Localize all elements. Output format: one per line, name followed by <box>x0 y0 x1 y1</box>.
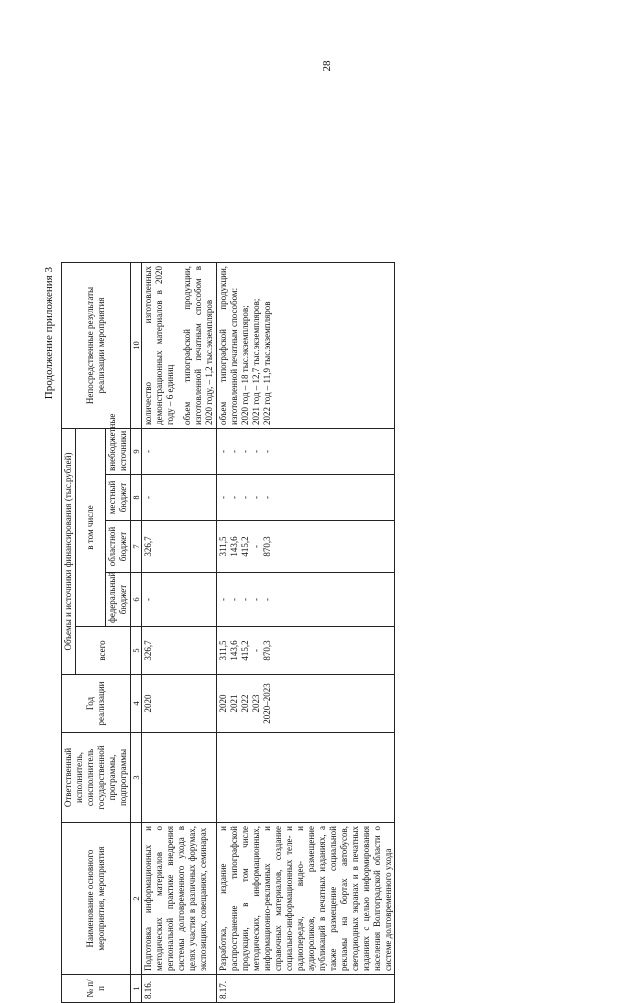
col-index: 2 <box>130 823 141 975</box>
year-value: 2021 <box>228 694 239 713</box>
federal-value: - <box>261 598 272 601</box>
total-value: - <box>250 649 261 652</box>
row-name: Разработка, издание и распространение типографской продукции, в том числе методических, информационных, информационно-рекламных и справочных материалов, создание социально-информационных теле- и радиопередач, видео- и аудиороликов, размещение публикаций в печатных изданиях, а также размещение социальной рекламы на бортах автобусов, светодиодных экранах и в печатных изданиях с целью информирования населения Волгоградской области о системе долговременного ухода <box>216 823 395 975</box>
row-federal <box>142 573 217 627</box>
offbudget-value: - <box>261 450 272 453</box>
row-executor <box>142 733 217 823</box>
total-value: 143,6 <box>228 640 239 661</box>
local-value: - <box>250 496 261 499</box>
result-text: объем типографской продукции, изготовленной печатным способом: <box>217 265 239 425</box>
year-value: 2020–2023 <box>261 683 272 724</box>
header-federal: федеральный бюджет <box>105 573 130 627</box>
federal-value: - <box>239 598 250 601</box>
header-name: Наименование основного мероприятия, мероприятия <box>62 823 131 975</box>
row-federal <box>216 573 395 627</box>
header-row-1 <box>62 262 76 1002</box>
federal-value: - <box>228 598 239 601</box>
col-index: 9 <box>130 428 141 474</box>
col-index: 7 <box>130 521 141 573</box>
row-total <box>142 627 217 675</box>
row-offbudget <box>142 428 217 474</box>
col-index: 10 <box>130 262 141 428</box>
offbudget-value: - <box>217 450 228 453</box>
header-offbudget: внебюджетные источники <box>105 428 130 474</box>
local-value: - <box>239 496 250 499</box>
offbudget-value: - <box>239 450 250 453</box>
regional-value: 143,6 <box>228 536 239 557</box>
regional-value: 870,3 <box>261 536 272 557</box>
col-index: 1 <box>130 975 141 1003</box>
result-text: объем типографской продукции, изготовленной печатным способом в 2020 году, – 1,2 тыс.экземпляров <box>182 265 215 425</box>
header-executor: Ответственный исполнитель, соисполнитель государственной программы, подпрограммы <box>62 733 131 823</box>
document-page <box>43 263 573 1003</box>
year-value: 2023 <box>250 694 261 713</box>
total-value: 326,7 <box>143 640 154 661</box>
row-name: Подготовка информационных и методических материалов о региональной практике внедрения системы долговременного ухода в целях участия в различных форумах, экспозициях, совещаниях, семинарах <box>142 823 217 975</box>
row-local <box>216 475 395 521</box>
row-total <box>216 627 395 675</box>
header-including: в том числе <box>75 428 105 626</box>
year-value: 2020 <box>217 694 228 713</box>
total-value: 311,5 <box>217 640 228 661</box>
row-year <box>216 675 395 733</box>
total-value: 870,3 <box>261 640 272 661</box>
year-value: 2022 <box>239 694 250 713</box>
column-index-row <box>130 262 141 1002</box>
result-text: 2021 год – 12,7 тыс.экземпляров; <box>250 298 261 425</box>
row-results <box>142 262 217 428</box>
federal-value: - <box>250 598 261 601</box>
header-num: № п/п <box>62 975 131 1003</box>
appendix-label: Продолжение приложения 3 <box>43 267 55 400</box>
local-value: - <box>261 496 272 499</box>
col-index: 8 <box>130 475 141 521</box>
regional-value: 415,2 <box>239 536 250 557</box>
row-num: 8.16. <box>142 975 217 1003</box>
header-year: Год реализации <box>62 675 131 733</box>
row-regional <box>142 521 217 573</box>
offbudget-value: - <box>228 450 239 453</box>
col-index: 5 <box>130 627 141 675</box>
regional-value: - <box>250 545 261 548</box>
table-row <box>142 262 217 1002</box>
offbudget-value: - <box>143 450 154 453</box>
local-value: - <box>217 496 228 499</box>
federal-value: - <box>217 598 228 601</box>
regional-value: 326,7 <box>143 536 154 557</box>
federal-value: - <box>143 598 154 601</box>
row-executor <box>216 733 395 823</box>
total-value: 415,2 <box>239 640 250 661</box>
col-index: 4 <box>130 675 141 733</box>
row-local <box>142 475 217 521</box>
header-results: Непосредственные результаты реализации мероприятия <box>62 262 131 428</box>
row-offbudget <box>216 428 395 474</box>
row-results <box>216 262 395 428</box>
result-text: 2020 год – 18 тыс.экземпляров; <box>239 305 250 425</box>
header-regional: областной бюджет <box>105 521 130 573</box>
header-funding: Объемы и источники финансирования (тыс.рублей) <box>62 428 76 674</box>
regional-value: 311,5 <box>217 536 228 557</box>
row-regional <box>216 521 395 573</box>
header-total: всего <box>75 627 130 675</box>
page-number: 28 <box>321 60 333 72</box>
result-text: 2022 год – 11,9 тыс.экземпляров <box>261 301 272 425</box>
local-value: - <box>228 496 239 499</box>
offbudget-value: - <box>250 450 261 453</box>
col-index: 3 <box>130 733 141 823</box>
year-value: 2020 <box>143 694 154 713</box>
col-index: 6 <box>130 573 141 627</box>
row-num: 8.17. <box>216 975 395 1003</box>
table-row <box>216 262 395 1002</box>
header-local: местный бюджет <box>105 475 130 521</box>
row-year <box>142 675 217 733</box>
funding-table <box>61 262 395 1003</box>
result-text: количество изготовленных демонстрационных материалов в 2020 году – 6 единиц <box>143 265 176 425</box>
local-value: - <box>143 496 154 499</box>
